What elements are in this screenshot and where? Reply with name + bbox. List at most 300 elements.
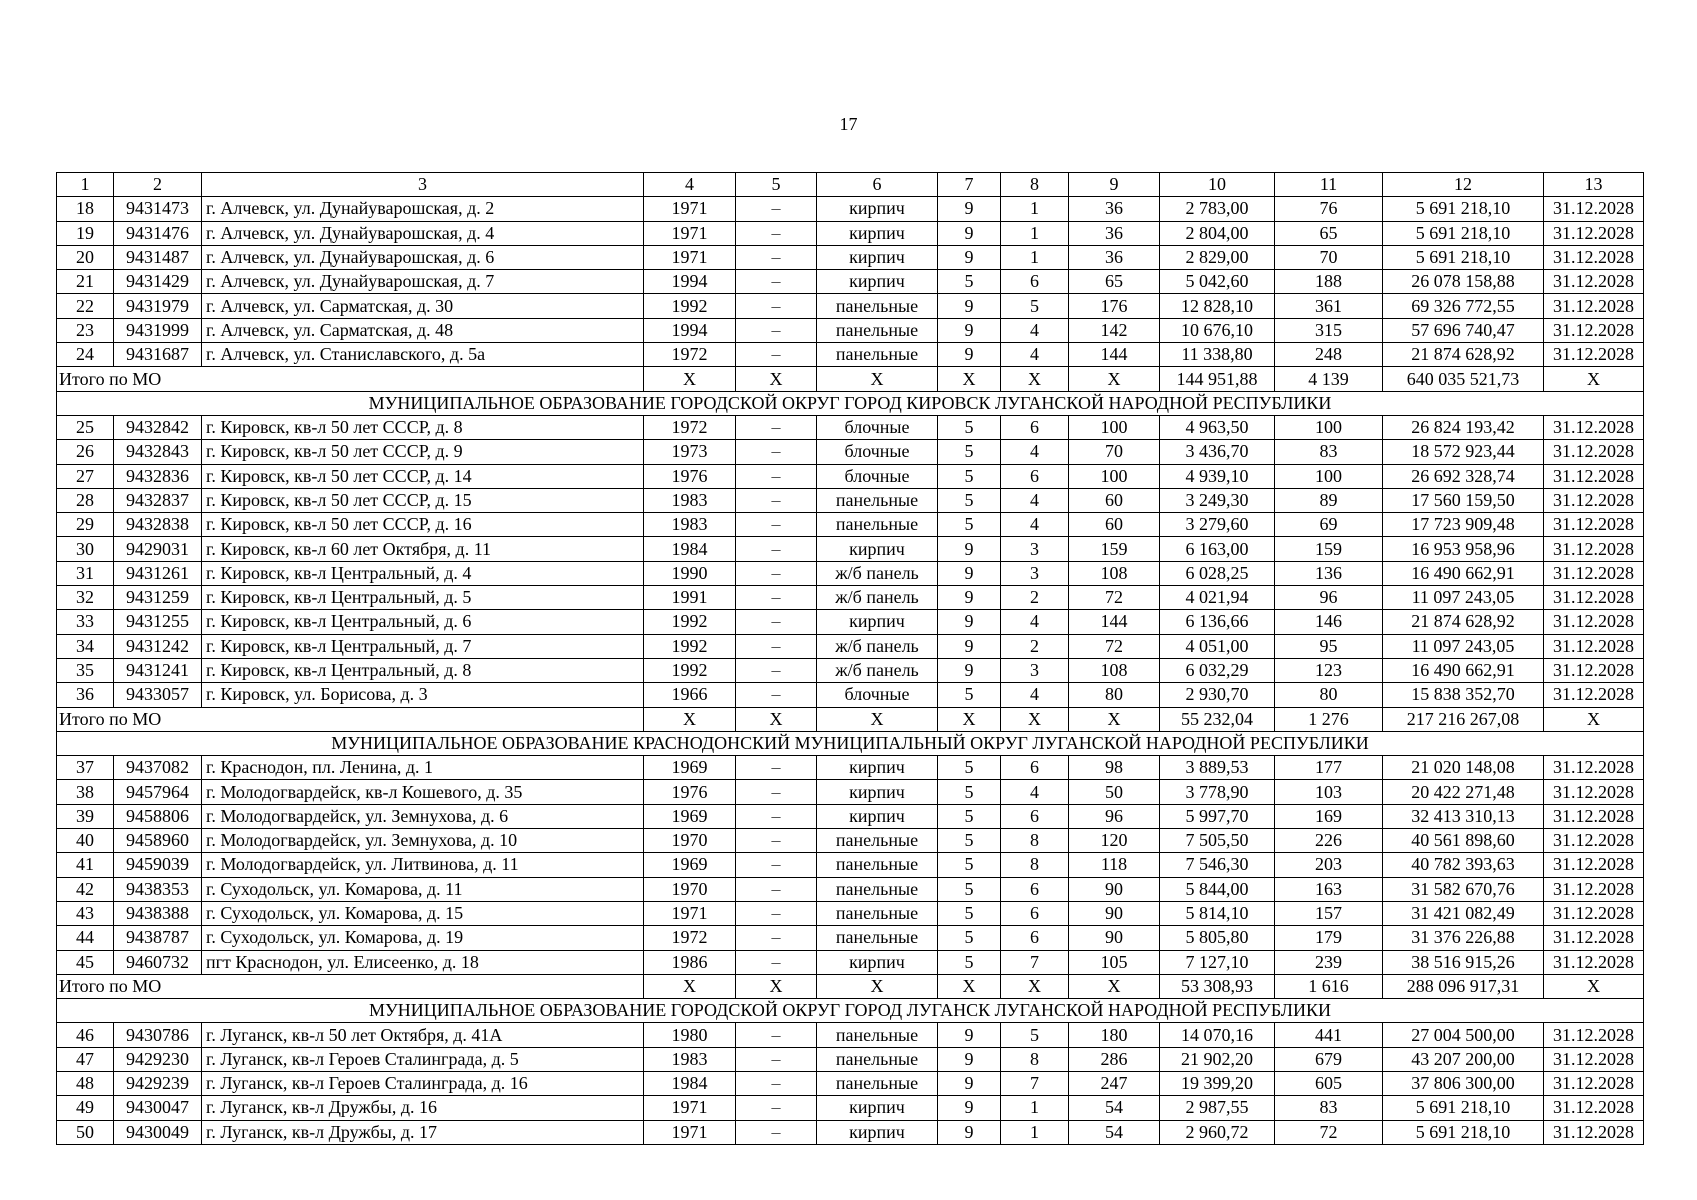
total-x-cell: X [1001,367,1069,391]
row-number-cell: 35 [57,658,114,682]
row-number-cell: 39 [57,804,114,828]
wall-material-cell: панельные [817,294,938,318]
residents-cell: 177 [1275,756,1383,780]
residents-cell: 203 [1275,853,1383,877]
house-id-cell: 9429230 [114,1047,202,1071]
house-id-cell: 9431473 [114,197,202,221]
cost-cell: 38 516 915,26 [1383,950,1544,974]
row-number-cell: 22 [57,294,114,318]
area-cell: 2 930,70 [1160,683,1275,707]
apartments-cell: 98 [1069,756,1160,780]
apartments-cell: 65 [1069,270,1160,294]
wall-material-cell: панельные [817,877,938,901]
address-cell: г. Алчевск, ул. Сарматская, д. 30 [202,294,644,318]
year-built-cell: 1990 [644,561,736,585]
area-cell: 5 997,70 [1160,804,1275,828]
deadline-cell: 31.12.2028 [1544,245,1644,269]
deadline-cell: 31.12.2028 [1544,610,1644,634]
cost-cell: 16 490 662,91 [1383,658,1544,682]
reconstruction-year-cell: – [736,1120,817,1144]
wall-material-cell: ж/б панель [817,634,938,658]
row-number-cell: 24 [57,343,114,367]
house-id-cell: 9431261 [114,561,202,585]
row-number-cell: 27 [57,464,114,488]
floors-cell: 5 [938,270,1001,294]
residents-cell: 361 [1275,294,1383,318]
area-cell: 5 805,80 [1160,926,1275,950]
area-cell: 3 436,70 [1160,440,1275,464]
table-row [57,245,1644,269]
residents-cell: 679 [1275,1047,1383,1071]
deadline-cell: 31.12.2028 [1544,586,1644,610]
cost-cell: 26 078 158,88 [1383,270,1544,294]
year-built-cell: 1992 [644,610,736,634]
wall-material-cell: блочные [817,440,938,464]
floors-cell: 9 [938,1071,1001,1095]
address-cell: пгт Краснодон, ул. Елисеенко, д. 18 [202,950,644,974]
entrances-cell: 2 [1001,634,1069,658]
table-row [57,901,1644,925]
reconstruction-year-cell: – [736,561,817,585]
residents-cell: 83 [1275,1096,1383,1120]
cost-cell: 5 691 218,10 [1383,1120,1544,1144]
apartments-cell: 286 [1069,1047,1160,1071]
floors-cell: 9 [938,1023,1001,1047]
year-built-cell: 1984 [644,537,736,561]
area-cell: 3 249,30 [1160,488,1275,512]
residents-cell: 103 [1275,780,1383,804]
total-row [57,974,1644,998]
reconstruction-year-cell: – [736,950,817,974]
total-x-cell: X [1069,974,1160,998]
area-cell: 4 051,00 [1160,634,1275,658]
house-id-cell: 9437082 [114,756,202,780]
residents-cell: 65 [1275,221,1383,245]
entrances-cell: 4 [1001,488,1069,512]
area-cell: 7 546,30 [1160,853,1275,877]
total-cost-cell: 217 216 267,08 [1383,707,1544,731]
year-built-cell: 1969 [644,756,736,780]
entrances-cell: 1 [1001,1120,1069,1144]
house-id-cell: 9431429 [114,270,202,294]
floors-cell: 9 [938,1047,1001,1071]
table-row [57,1096,1644,1120]
area-cell: 7 127,10 [1160,950,1275,974]
floors-cell: 5 [938,901,1001,925]
address-cell: г. Кировск, кв-л 50 лет СССР, д. 15 [202,488,644,512]
area-cell: 7 505,50 [1160,829,1275,853]
total-x-cell: X [1069,707,1160,731]
deadline-cell: 31.12.2028 [1544,464,1644,488]
apartments-cell: 118 [1069,853,1160,877]
address-cell: г. Суходольск, ул. Комарова, д. 15 [202,901,644,925]
column-number-cell: 13 [1544,173,1644,197]
cost-cell: 16 953 958,96 [1383,537,1544,561]
total-area-cell: 144 951,88 [1160,367,1275,391]
floors-cell: 9 [938,1120,1001,1144]
reconstruction-year-cell: – [736,804,817,828]
entrances-cell: 7 [1001,950,1069,974]
table-row [57,1071,1644,1095]
house-id-cell: 9458960 [114,829,202,853]
address-cell: г. Алчевск, ул. Дунайуварошская, д. 4 [202,221,644,245]
cost-cell: 21 874 628,92 [1383,343,1544,367]
table-row [57,488,1644,512]
entrances-cell: 3 [1001,537,1069,561]
house-id-cell: 9432843 [114,440,202,464]
deadline-cell: 31.12.2028 [1544,488,1644,512]
cost-cell: 40 561 898,60 [1383,829,1544,853]
row-number-cell: 18 [57,197,114,221]
reconstruction-year-cell: – [736,1047,817,1071]
table-row [57,1120,1644,1144]
residents-cell: 89 [1275,488,1383,512]
residents-cell: 169 [1275,804,1383,828]
apartments-cell: 90 [1069,877,1160,901]
area-cell: 6 028,25 [1160,561,1275,585]
residents-cell: 157 [1275,901,1383,925]
cost-cell: 37 806 300,00 [1383,1071,1544,1095]
total-residents-cell: 1 616 [1275,974,1383,998]
total-x-cell: X [938,707,1001,731]
address-cell: г. Кировск, кв-л Центральный, д. 5 [202,586,644,610]
entrances-cell: 4 [1001,683,1069,707]
deadline-cell: 31.12.2028 [1544,294,1644,318]
column-number-cell: 1 [57,173,114,197]
floors-cell: 5 [938,950,1001,974]
table-row [57,561,1644,585]
wall-material-cell: блочные [817,415,938,439]
floors-cell: 9 [938,318,1001,342]
area-cell: 2 783,00 [1160,197,1275,221]
row-number-cell: 48 [57,1071,114,1095]
total-x-cell: X [938,974,1001,998]
entrances-cell: 6 [1001,926,1069,950]
table-row [57,294,1644,318]
reconstruction-year-cell: – [736,586,817,610]
deadline-cell: 31.12.2028 [1544,318,1644,342]
year-built-cell: 1976 [644,780,736,804]
residents-cell: 226 [1275,829,1383,853]
house-id-cell: 9458806 [114,804,202,828]
table-row [57,415,1644,439]
entrances-cell: 4 [1001,343,1069,367]
table-row [57,634,1644,658]
wall-material-cell: панельные [817,829,938,853]
deadline-cell: 31.12.2028 [1544,756,1644,780]
table-row [57,513,1644,537]
entrances-cell: 6 [1001,804,1069,828]
apartments-cell: 60 [1069,513,1160,537]
year-built-cell: 1992 [644,634,736,658]
row-number-cell: 43 [57,901,114,925]
cost-cell: 31 376 226,88 [1383,926,1544,950]
house-id-cell: 9432836 [114,464,202,488]
entrances-cell: 6 [1001,756,1069,780]
house-id-cell: 9431979 [114,294,202,318]
total-label: Итого по МО [57,974,644,998]
wall-material-cell: панельные [817,513,938,537]
column-number-cell: 11 [1275,173,1383,197]
apartments-cell: 36 [1069,197,1160,221]
cost-cell: 11 097 243,05 [1383,634,1544,658]
apartments-cell: 180 [1069,1023,1160,1047]
area-cell: 4 939,10 [1160,464,1275,488]
year-built-cell: 1971 [644,1120,736,1144]
total-cost-cell: 288 096 917,31 [1383,974,1544,998]
section-heading: МУНИЦИПАЛЬНОЕ ОБРАЗОВАНИЕ КРАСНОДОНСКИЙ МУНИЦИПАЛЬНЫЙ ОКРУГ ЛУГАНСКОЙ НАРОДНОЙ РЕСПУБЛИКИ [57,731,1644,755]
table-row [57,440,1644,464]
table-row [57,877,1644,901]
year-built-cell: 1971 [644,901,736,925]
area-cell: 3 889,53 [1160,756,1275,780]
floors-cell: 9 [938,197,1001,221]
apartments-cell: 176 [1069,294,1160,318]
area-cell: 6 163,00 [1160,537,1275,561]
year-built-cell: 1970 [644,829,736,853]
address-cell: г. Кировск, кв-л 60 лет Октября, д. 11 [202,537,644,561]
year-built-cell: 1972 [644,415,736,439]
wall-material-cell: панельные [817,853,938,877]
residents-cell: 76 [1275,197,1383,221]
row-number-cell: 50 [57,1120,114,1144]
address-cell: г. Кировск, кв-л 50 лет СССР, д. 16 [202,513,644,537]
deadline-cell: 31.12.2028 [1544,683,1644,707]
reconstruction-year-cell: – [736,877,817,901]
address-cell: г. Молодогвардейск, ул. Земнухова, д. 10 [202,829,644,853]
wall-material-cell: панельные [817,1047,938,1071]
entrances-cell: 6 [1001,877,1069,901]
floors-cell: 5 [938,440,1001,464]
apartments-cell: 142 [1069,318,1160,342]
apartments-cell: 90 [1069,926,1160,950]
reconstruction-year-cell: – [736,343,817,367]
reconstruction-year-cell: – [736,829,817,853]
apartments-cell: 54 [1069,1096,1160,1120]
floors-cell: 9 [938,1096,1001,1120]
apartments-cell: 80 [1069,683,1160,707]
floors-cell: 5 [938,877,1001,901]
residents-cell: 163 [1275,877,1383,901]
entrances-cell: 8 [1001,853,1069,877]
area-cell: 5 844,00 [1160,877,1275,901]
cost-cell: 21 874 628,92 [1383,610,1544,634]
table-row [57,950,1644,974]
house-id-cell: 9438353 [114,877,202,901]
deadline-cell: 31.12.2028 [1544,415,1644,439]
entrances-cell: 5 [1001,294,1069,318]
cost-cell: 5 691 218,10 [1383,245,1544,269]
year-built-cell: 1994 [644,318,736,342]
reconstruction-year-cell: – [736,318,817,342]
total-area-cell: 53 308,93 [1160,974,1275,998]
floors-cell: 9 [938,658,1001,682]
year-built-cell: 1973 [644,440,736,464]
house-id-cell: 9433057 [114,683,202,707]
floors-cell: 5 [938,804,1001,828]
floors-cell: 5 [938,853,1001,877]
house-id-cell: 9431687 [114,343,202,367]
residents-cell: 100 [1275,464,1383,488]
reconstruction-year-cell: – [736,610,817,634]
wall-material-cell: кирпич [817,610,938,634]
area-cell: 3 778,90 [1160,780,1275,804]
table-row [57,1023,1644,1047]
entrances-cell: 3 [1001,561,1069,585]
row-number-cell: 20 [57,245,114,269]
row-number-cell: 38 [57,780,114,804]
wall-material-cell: кирпич [817,537,938,561]
address-cell: г. Суходольск, ул. Комарова, д. 19 [202,926,644,950]
deadline-cell: 31.12.2028 [1544,877,1644,901]
total-x-cell: X [1544,707,1644,731]
cost-cell: 11 097 243,05 [1383,586,1544,610]
cost-cell: 15 838 352,70 [1383,683,1544,707]
entrances-cell: 4 [1001,610,1069,634]
apartments-cell: 108 [1069,658,1160,682]
deadline-cell: 31.12.2028 [1544,343,1644,367]
floors-cell: 9 [938,561,1001,585]
reconstruction-year-cell: – [736,488,817,512]
residents-cell: 80 [1275,683,1383,707]
house-id-cell: 9438388 [114,901,202,925]
row-number-cell: 37 [57,756,114,780]
wall-material-cell: кирпич [817,780,938,804]
residents-cell: 95 [1275,634,1383,658]
cost-cell: 32 413 310,13 [1383,804,1544,828]
column-number-cell: 8 [1001,173,1069,197]
residents-cell: 70 [1275,245,1383,269]
year-built-cell: 1983 [644,488,736,512]
residents-cell: 69 [1275,513,1383,537]
wall-material-cell: кирпич [817,197,938,221]
year-built-cell: 1976 [644,464,736,488]
year-built-cell: 1972 [644,343,736,367]
total-row [57,367,1644,391]
wall-material-cell: панельные [817,1071,938,1095]
area-cell: 10 676,10 [1160,318,1275,342]
table-row [57,610,1644,634]
cost-cell: 31 421 082,49 [1383,901,1544,925]
reconstruction-year-cell: – [736,464,817,488]
deadline-cell: 31.12.2028 [1544,829,1644,853]
deadline-cell: 31.12.2028 [1544,440,1644,464]
address-cell: г. Молодогвардейск, ул. Литвинова, д. 11 [202,853,644,877]
entrances-cell: 1 [1001,197,1069,221]
cost-cell: 57 696 740,47 [1383,318,1544,342]
floors-cell: 5 [938,464,1001,488]
year-built-cell: 1986 [644,950,736,974]
year-built-cell: 1983 [644,1047,736,1071]
wall-material-cell: панельные [817,343,938,367]
residents-cell: 83 [1275,440,1383,464]
entrances-cell: 6 [1001,270,1069,294]
total-x-cell: X [736,367,817,391]
area-cell: 6 136,66 [1160,610,1275,634]
cost-cell: 21 020 148,08 [1383,756,1544,780]
row-number-cell: 49 [57,1096,114,1120]
year-built-cell: 1971 [644,1096,736,1120]
row-number-cell: 41 [57,853,114,877]
area-cell: 19 399,20 [1160,1071,1275,1095]
residents-cell: 136 [1275,561,1383,585]
cost-cell: 5 691 218,10 [1383,197,1544,221]
deadline-cell: 31.12.2028 [1544,853,1644,877]
address-cell: г. Кировск, кв-л Центральный, д. 8 [202,658,644,682]
address-cell: г. Луганск, кв-л Дружбы, д. 16 [202,1096,644,1120]
year-built-cell: 1984 [644,1071,736,1095]
wall-material-cell: кирпич [817,270,938,294]
apartments-cell: 96 [1069,804,1160,828]
floors-cell: 9 [938,586,1001,610]
year-built-cell: 1972 [644,926,736,950]
apartments-cell: 72 [1069,586,1160,610]
table-row [57,1047,1644,1071]
cost-cell: 18 572 923,44 [1383,440,1544,464]
cost-cell: 16 490 662,91 [1383,561,1544,585]
column-number-cell: 2 [114,173,202,197]
residents-cell: 179 [1275,926,1383,950]
address-cell: г. Кировск, кв-л 50 лет СССР, д. 14 [202,464,644,488]
total-area-cell: 55 232,04 [1160,707,1275,731]
entrances-cell: 4 [1001,440,1069,464]
table-row [57,780,1644,804]
row-number-cell: 40 [57,829,114,853]
area-cell: 2 960,72 [1160,1120,1275,1144]
table-body [57,173,1644,1145]
column-number-cell: 9 [1069,173,1160,197]
house-id-cell: 9431241 [114,658,202,682]
apartments-cell: 36 [1069,221,1160,245]
table-row [57,829,1644,853]
reconstruction-year-cell: – [736,245,817,269]
address-cell: г. Молодогвардейск, кв-л Кошевого, д. 35 [202,780,644,804]
wall-material-cell: кирпич [817,1096,938,1120]
year-built-cell: 1971 [644,197,736,221]
year-built-cell: 1994 [644,270,736,294]
cost-cell: 26 824 193,42 [1383,415,1544,439]
address-cell: г. Луганск, кв-л Дружбы, д. 17 [202,1120,644,1144]
table-row [57,658,1644,682]
wall-material-cell: кирпич [817,221,938,245]
column-number-cell: 3 [202,173,644,197]
entrances-cell: 3 [1001,658,1069,682]
reconstruction-year-cell: – [736,926,817,950]
deadline-cell: 31.12.2028 [1544,804,1644,828]
house-id-cell: 9431242 [114,634,202,658]
area-cell: 5 042,60 [1160,270,1275,294]
column-number-cell: 10 [1160,173,1275,197]
floors-cell: 9 [938,221,1001,245]
floors-cell: 5 [938,780,1001,804]
wall-material-cell: кирпич [817,1120,938,1144]
reconstruction-year-cell: – [736,294,817,318]
apartments-cell: 159 [1069,537,1160,561]
total-x-cell: X [817,974,938,998]
table-row [57,537,1644,561]
residents-cell: 441 [1275,1023,1383,1047]
reconstruction-year-cell: – [736,634,817,658]
total-x-cell: X [736,707,817,731]
year-built-cell: 1992 [644,294,736,318]
reconstruction-year-cell: – [736,658,817,682]
reconstruction-year-cell: – [736,197,817,221]
page-number: 17 [839,114,858,134]
cost-cell: 17 560 159,50 [1383,488,1544,512]
section-heading-row [57,731,1644,755]
address-cell: г. Алчевск, ул. Дунайуварошская, д. 2 [202,197,644,221]
reconstruction-year-cell: – [736,780,817,804]
